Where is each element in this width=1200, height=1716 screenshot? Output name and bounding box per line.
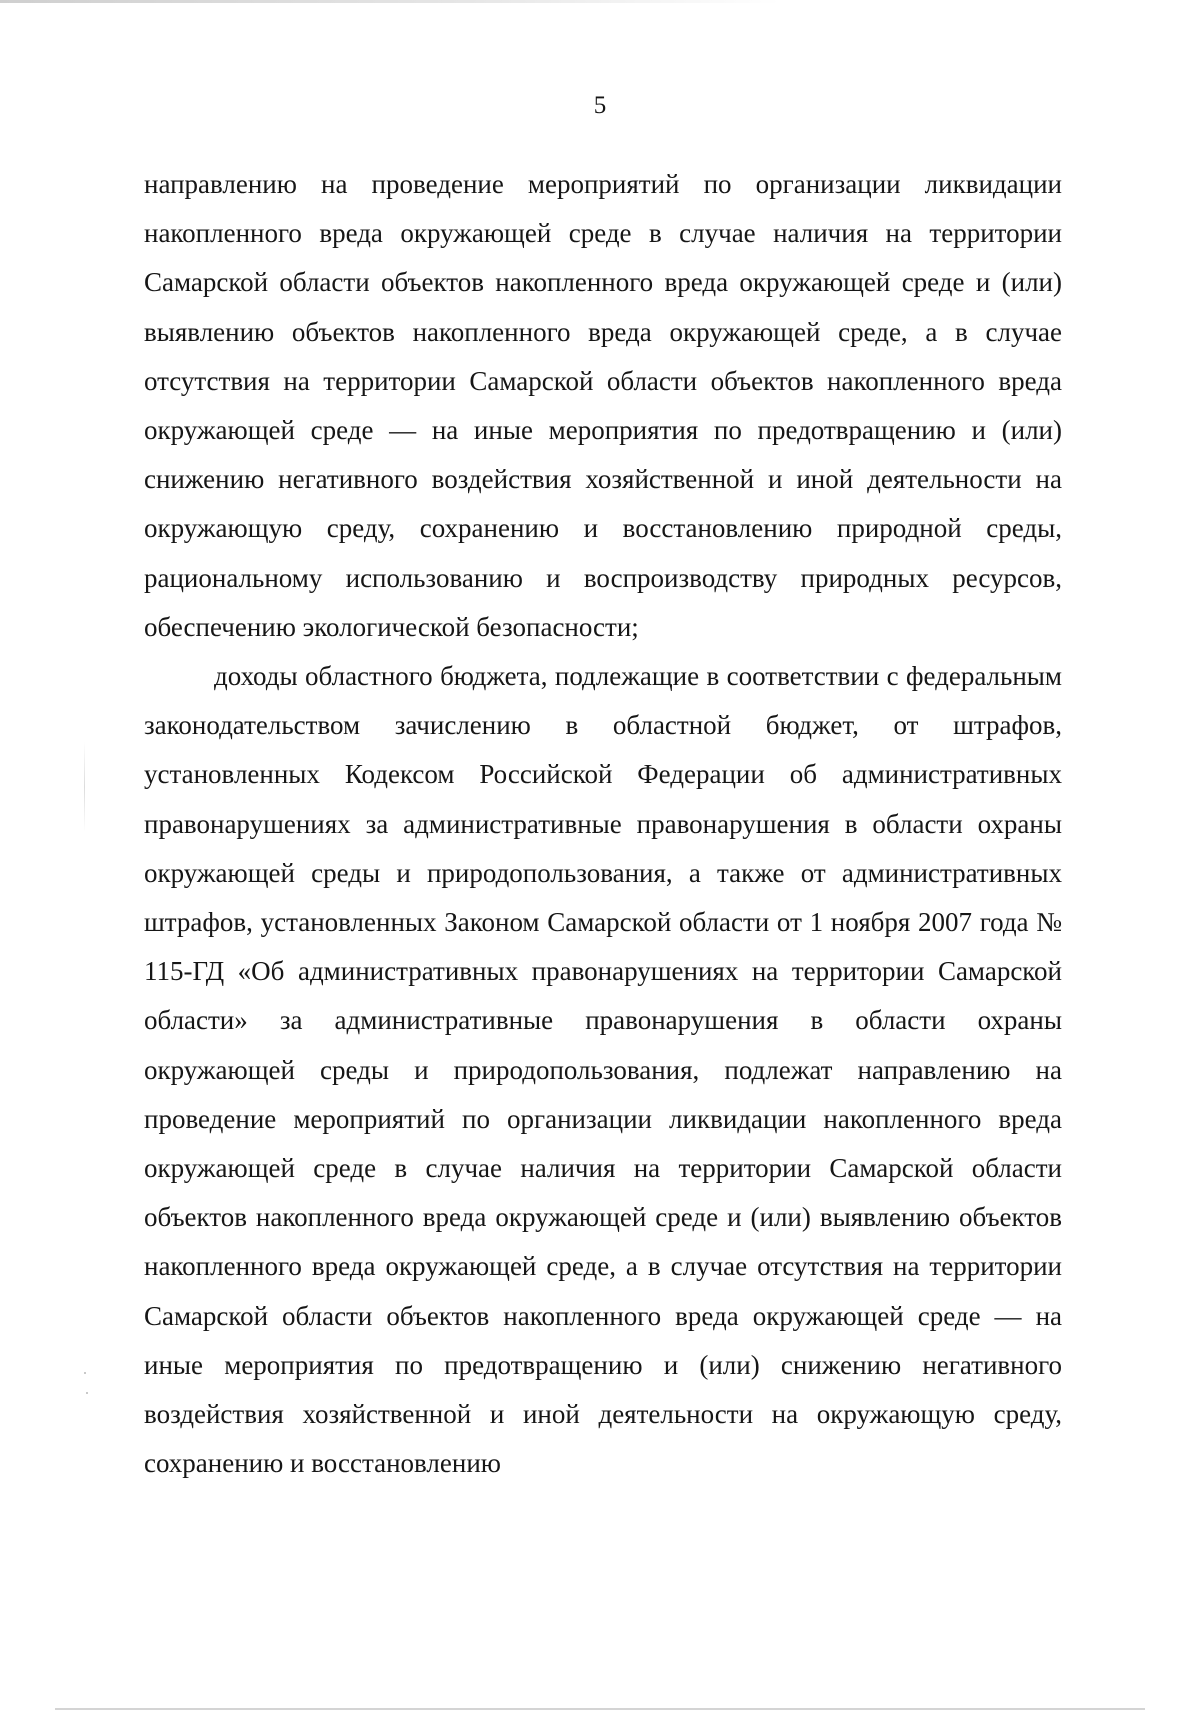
scan-top-edge <box>0 0 780 3</box>
scan-speck <box>86 1392 88 1394</box>
paragraph-continuation: направлению на проведение мероприятий по организации ликвидации накопленного вреда окружающей среде в случае наличия на территории Самарской области объектов накопленного вреда окружающей среде и (или) выявлению объектов накопленного вреда окружающей среде, а в случае отсутствия на территории Самарской области объектов накопленного вреда окружающей среде — на иные мероприятия по предотвращению и (или) снижению негативного воздействия хозяйственной и иной деятельности на окружающую среду, сохранению и восстановлению природной среды, рациональному использованию и воспроизводству природных ресурсов, обеспечению экологической безопасности; <box>144 169 1062 642</box>
scan-margin-streak <box>84 742 85 832</box>
scan-speck <box>84 1372 86 1374</box>
scan-bottom-edge <box>55 1708 1145 1710</box>
paragraph-budget-revenues: доходы областного бюджета, подлежащие в соответствии с федеральным законодательством зачислению в областной бюджет, от штрафов, установленных Кодексом Российской Федерации об административных правонарушениях за административные правонарушения в области охраны окружающей среды и природопользования, а также от административных штрафов, установленных Законом Самарской области от 1 ноября 2007 года № 115-ГД «Об административных правонарушениях на территории Самарской области» за административные правонарушения в области охраны окружающей среды и природопользования, подлежат направлению на проведение мероприятий по организации ликвидации накопленного вреда окружающей среде в случае наличия на территории Самарской области объектов накопленного вреда окружающей среде и (или) выявлению объектов накопленного вреда окружающей среде, а в случае отсутствия на территории Самарской области объектов накопленного вреда окружающей среде — на иные мероприятия по предотвращению и (или) снижению негативного воздействия хозяйственной и иной деятельности на окружающую среду, сохранению и восстановлению <box>144 661 1062 1479</box>
document-body <box>144 160 1062 1488</box>
page-number: 5 <box>593 92 607 119</box>
